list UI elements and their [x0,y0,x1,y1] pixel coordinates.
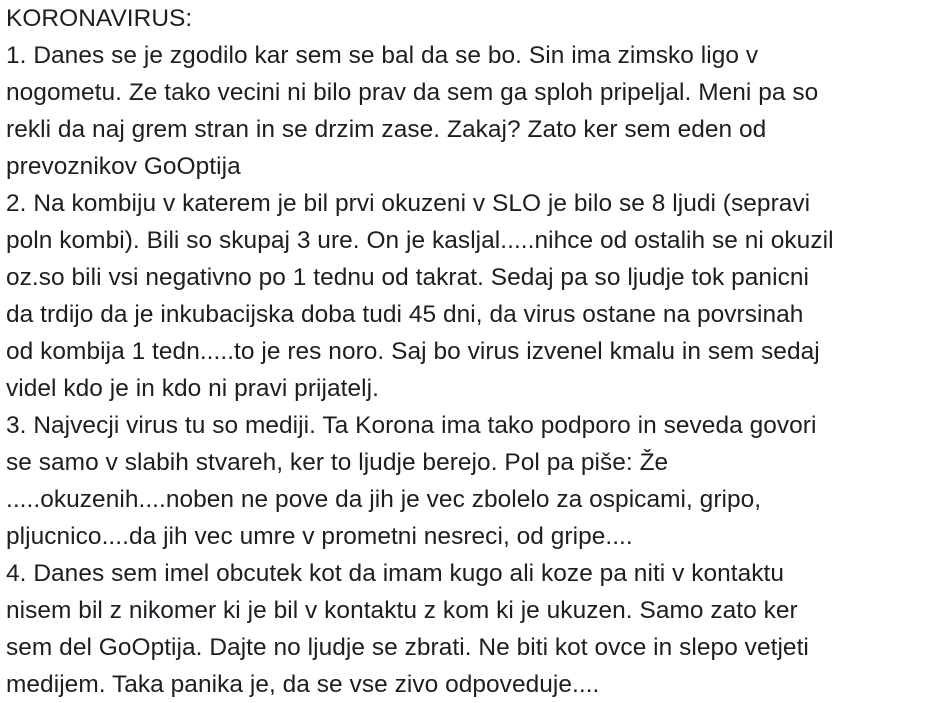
post-text [6,0,938,703]
post-line: oz.so bili vsi negativno po 1 tednu od takrat. Sedaj pa so ljudje tok panicni [6,264,809,291]
post-line: 1. Danes se je zgodilo kar sem se bal da se bo. Sin ima zimsko ligo v [6,42,759,69]
post-line: medijem. Taka panika je, da se vse zivo odpoveduje.... [6,671,600,698]
post-line: 3. Najvecji virus tu so mediji. Ta Korona ima tako podporo in seveda govori [6,412,817,439]
post-line: nogometu. Ze tako vecini ni bilo prav da sem ga sploh pripeljal. Meni pa so [6,79,819,106]
post-line: da trdijo da je inkubacijska doba tudi 45 dni, da virus ostane na povrsinah [6,301,804,328]
post-line: rekli da naj grem stran in se drzim zase. Zakaj? Zato ker sem eden od [6,116,767,143]
post-line: videl kdo je in kdo ni pravi prijatelj. [6,375,379,402]
post-title: KORONAVIRUS: [6,5,193,32]
post-line: pljucnico....da jih vec umre v prometni nesreci, od gripe.... [6,523,633,550]
post-line: poln kombi). Bili so skupaj 3 ure. On je kasljal.....nihce od ostalih se ni okuzil [6,227,834,254]
post-line: sem del GoOptija. Dajte no ljudje se zbrati. Ne biti kot ovce in slepo vetjeti [6,634,809,661]
post-line: .....okuzenih....noben ne pove da jih je vec zbolelo za ospicami, gripo, [6,486,762,513]
post-line: prevoznikov GoOptija [6,153,241,180]
post-line: se samo v slabih stvareh, ker to ljudje berejo. Pol pa piše: Že [6,449,669,476]
post-line: 4. Danes sem imel obcutek kot da imam kugo ali koze pa niti v kontaktu [6,560,785,587]
post-line: nisem bil z nikomer ki je bil v kontaktu z kom ki je ukuzen. Samo zato ker [6,597,798,624]
post-line: 2. Na kombiju v katerem je bil prvi okuzeni v SLO je bilo se 8 ljudi (sepravi [6,190,811,217]
post-line: od kombija 1 tedn.....to je res noro. Saj bo virus izvenel kmalu in sem sedaj [6,338,820,365]
